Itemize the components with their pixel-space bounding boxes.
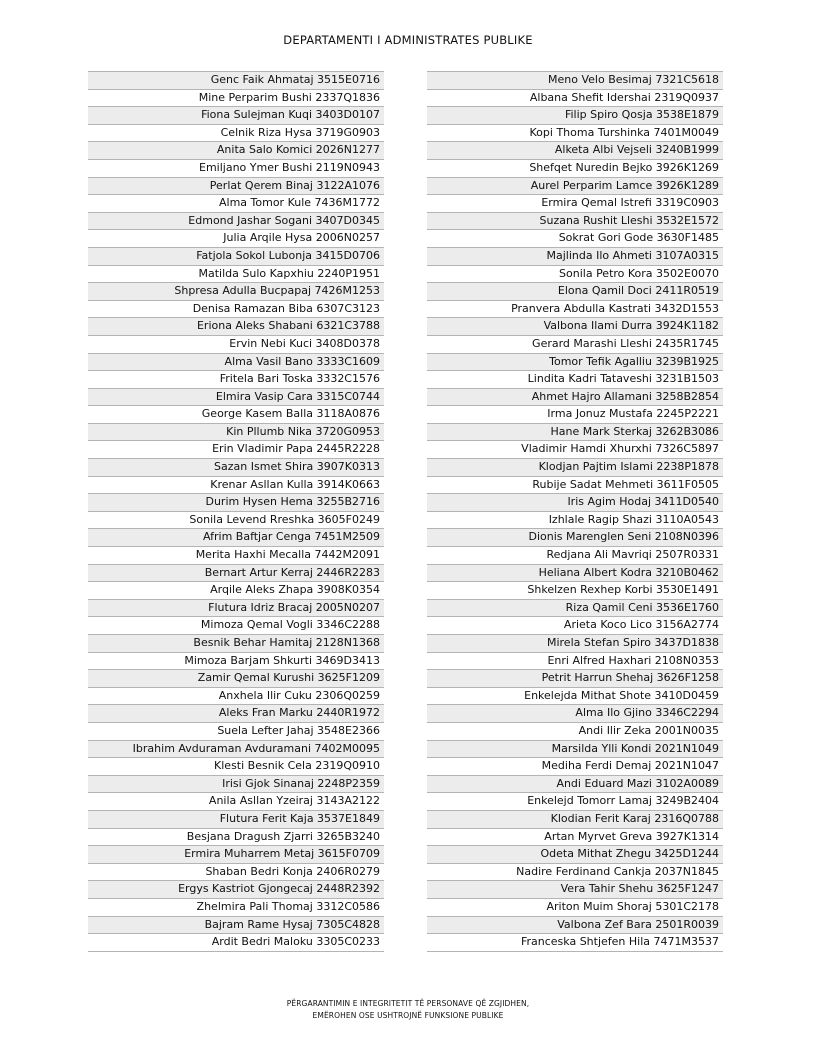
name-row: Suela Lefter Jahaj 3548E2366: [88, 722, 384, 740]
name-row: Dionis Marenglen Seni 2108N0396: [427, 528, 723, 546]
name-row: Aleks Fran Marku 2440R1972: [88, 704, 384, 722]
document-title: DEPARTAMENTI I ADMINISTRATES PUBLIKE: [283, 33, 533, 47]
name-row: Zhelmira Pali Thomaj 3312C0586: [88, 898, 384, 916]
name-row: Enkelejd Tomorr Lamaj 3249B2404: [427, 792, 723, 810]
name-row: Fatjola Sokol Lubonja 3415D0706: [88, 247, 384, 265]
name-row: Franceska Shtjefen Hila 7471M3537: [427, 933, 723, 951]
name-row: Aurel Perparim Lamce 3926K1289: [427, 177, 723, 195]
name-row: George Kasem Balla 3118A0876: [88, 405, 384, 423]
name-row: Irisi Gjok Sinanaj 2248P2359: [88, 775, 384, 793]
name-row: Ermira Muharrem Metaj 3615F0709: [88, 845, 384, 863]
name-row: Izhlale Ragip Shazi 3110A0543: [427, 511, 723, 529]
name-row: Mediha Ferdi Demaj 2021N1047: [427, 757, 723, 775]
name-row: Denisa Ramazan Biba 6307C3123: [88, 300, 384, 318]
name-row: Elona Qamil Doci 2411R0519: [427, 282, 723, 300]
name-row: Riza Qamil Ceni 3536E1760: [427, 599, 723, 617]
name-row: Shkelzen Rexhep Korbi 3530E1491: [427, 581, 723, 599]
name-row: Vera Tahir Shehu 3625F1247: [427, 880, 723, 898]
name-row: Ariton Muim Shoraj 5301C2178: [427, 898, 723, 916]
name-row: Heliana Albert Kodra 3210B0462: [427, 564, 723, 582]
name-row: Elmira Vasip Cara 3315C0744: [88, 388, 384, 406]
name-row: Ahmet Hajro Allamani 3258B2854: [427, 388, 723, 406]
name-row: Ardit Bedri Maloku 3305C0233: [88, 933, 384, 951]
name-row: Durim Hysen Hema 3255B2716: [88, 493, 384, 511]
name-row: Anila Asllan Yzeiraj 3143A2122: [88, 792, 384, 810]
name-row: Matilda Sulo Kapxhiu 2240P1951: [88, 265, 384, 283]
name-row: Anita Salo Komici 2026N1277: [88, 141, 384, 159]
name-row: Krenar Asllan Kulla 3914K0663: [88, 476, 384, 494]
name-row: Mine Perparim Bushi 2337Q1836: [88, 89, 384, 107]
name-row: Shpresa Adulla Bucpapaj 7426M1253: [88, 282, 384, 300]
name-row: Genc Faik Ahmataj 3515E0716: [88, 71, 384, 89]
name-row: Ervin Nebi Kuci 3408D0378: [88, 335, 384, 353]
name-row: Merita Haxhi Mecalla 7442M2091: [88, 546, 384, 564]
name-row: Klesti Besnik Cela 2319Q0910: [88, 757, 384, 775]
name-row: Alma Tomor Kule 7436M1772: [88, 194, 384, 212]
name-row: Shefqet Nuredin Bejko 3926K1269: [427, 159, 723, 177]
name-row: Zamir Qemal Kurushi 3625F1209: [88, 669, 384, 687]
name-row: Arqile Aleks Zhapa 3908K0354: [88, 581, 384, 599]
name-row: Meno Velo Besimaj 7321C5618: [427, 71, 723, 89]
name-row: Redjana Ali Mavriqi 2507R0331: [427, 546, 723, 564]
name-row: Valbona Ilami Durra 3924K1182: [427, 317, 723, 335]
name-row: Sokrat Gori Gode 3630F1485: [427, 229, 723, 247]
name-row: Majlinda Ilo Ahmeti 3107A0315: [427, 247, 723, 265]
name-row: Irma Jonuz Mustafa 2245P2221: [427, 405, 723, 423]
name-row: Fritela Bari Toska 3332C1576: [88, 370, 384, 388]
name-row: Sazan Ismet Shira 3907K0313: [88, 458, 384, 476]
name-row: Erin Vladimir Papa 2445R2228: [88, 440, 384, 458]
name-row: Ermira Qemal Istrefi 3319C0903: [427, 194, 723, 212]
name-row: Petrit Harrun Shehaj 3626F1258: [427, 669, 723, 687]
name-row: Suzana Rushit Lleshi 3532E1572: [427, 212, 723, 230]
name-row: Emiljano Ymer Bushi 2119N0943: [88, 159, 384, 177]
right-name-column: [427, 71, 723, 952]
name-row: Fiona Sulejman Kuqi 3403D0107: [88, 106, 384, 124]
name-row: Alketa Albi Vejseli 3240B1999: [427, 141, 723, 159]
name-row: Edmond Jashar Sogani 3407D0345: [88, 212, 384, 230]
name-row: Vladimir Hamdi Xhurxhi 7326C5897: [427, 440, 723, 458]
name-row: Artan Myrvet Greva 3927K1314: [427, 828, 723, 846]
footer-line-1: PËRGARANTIMIN E INTEGRITETIT TË PERSONAVE QË ZGJIDHEN,: [286, 999, 530, 1008]
name-row: Alma Ilo Gjino 3346C2294: [427, 704, 723, 722]
name-row: Besjana Dragush Zjarri 3265B3240: [88, 828, 384, 846]
name-row: Lindita Kadri Tataveshi 3231B1503: [427, 370, 723, 388]
name-row: Pranvera Abdulla Kastrati 3432D1553: [427, 300, 723, 318]
name-row: Andi Eduard Mazi 3102A0089: [427, 775, 723, 793]
name-row: Anxhela Ilir Cuku 2306Q0259: [88, 687, 384, 705]
name-row: Ergys Kastriot Gjongecaj 2448R2392: [88, 880, 384, 898]
name-row: Bajram Rame Hysaj 7305C4828: [88, 916, 384, 934]
name-row: Flutura Ferit Kaja 3537E1849: [88, 810, 384, 828]
name-row: Mimoza Qemal Vogli 3346C2288: [88, 616, 384, 634]
name-row: Hane Mark Sterkaj 3262B3086: [427, 423, 723, 441]
name-row: Odeta Mithat Zhegu 3425D1244: [427, 845, 723, 863]
name-row: Klodian Ferit Karaj 2316Q0788: [427, 810, 723, 828]
name-row: Enkelejda Mithat Shote 3410D0459: [427, 687, 723, 705]
name-row: Perlat Qerem Binaj 3122A1076: [88, 177, 384, 195]
name-row: Gerard Marashi Lleshi 2435R1745: [427, 335, 723, 353]
name-row: Marsilda Ylli Kondi 2021N1049: [427, 740, 723, 758]
name-row: Alma Vasil Bano 3333C1609: [88, 353, 384, 371]
name-row: Nadire Ferdinand Cankja 2037N1845: [427, 863, 723, 881]
name-row: Shaban Bedri Konja 2406R0279: [88, 863, 384, 881]
name-row: Filip Spiro Qosja 3538E1879: [427, 106, 723, 124]
document-footer: [0, 998, 816, 1022]
name-row: Ibrahim Avduraman Avduramani 7402M0095: [88, 740, 384, 758]
name-row: Arieta Koco Lico 3156A2774: [427, 616, 723, 634]
name-row: Kopi Thoma Turshinka 7401M0049: [427, 124, 723, 142]
column-bottom-rule: [88, 951, 384, 952]
footer-line-2: EMËROHEN OSE USHTROJNË FUNKSIONE PUBLIKE: [312, 1011, 504, 1020]
name-row: Sonila Levend Rreshka 3605F0249: [88, 511, 384, 529]
name-row: Flutura Idriz Bracaj 2005N0207: [88, 599, 384, 617]
name-row: Rubije Sadat Mehmeti 3611F0505: [427, 476, 723, 494]
name-row: Enri Alfred Haxhari 2108N0353: [427, 652, 723, 670]
name-row: Iris Agim Hodaj 3411D0540: [427, 493, 723, 511]
name-row: Sonila Petro Kora 3502E0070: [427, 265, 723, 283]
name-row: Afrim Baftjar Cenga 7451M2509: [88, 528, 384, 546]
name-row: Tomor Tefik Agalliu 3239B1925: [427, 353, 723, 371]
name-row: Eriona Aleks Shabani 6321C3788: [88, 317, 384, 335]
name-row: Bernart Artur Kerraj 2446R2283: [88, 564, 384, 582]
name-row: Mimoza Barjam Shkurti 3469D3413: [88, 652, 384, 670]
name-row: Klodjan Pajtim Islami 2238P1878: [427, 458, 723, 476]
name-row: Albana Shefit Idershai 2319Q0937: [427, 89, 723, 107]
name-row: Valbona Zef Bara 2501R0039: [427, 916, 723, 934]
name-row: Celnik Riza Hysa 3719G0903: [88, 124, 384, 142]
name-row: Besnik Behar Hamitaj 2128N1368: [88, 634, 384, 652]
column-bottom-rule: [427, 951, 723, 952]
name-row: Mirela Stefan Spiro 3437D1838: [427, 634, 723, 652]
left-name-column: [88, 71, 384, 952]
name-row: Andi Ilir Zeka 2001N0035: [427, 722, 723, 740]
name-row: Kin Pllumb Nika 3720G0953: [88, 423, 384, 441]
name-row: Julia Arqile Hysa 2006N0257: [88, 229, 384, 247]
